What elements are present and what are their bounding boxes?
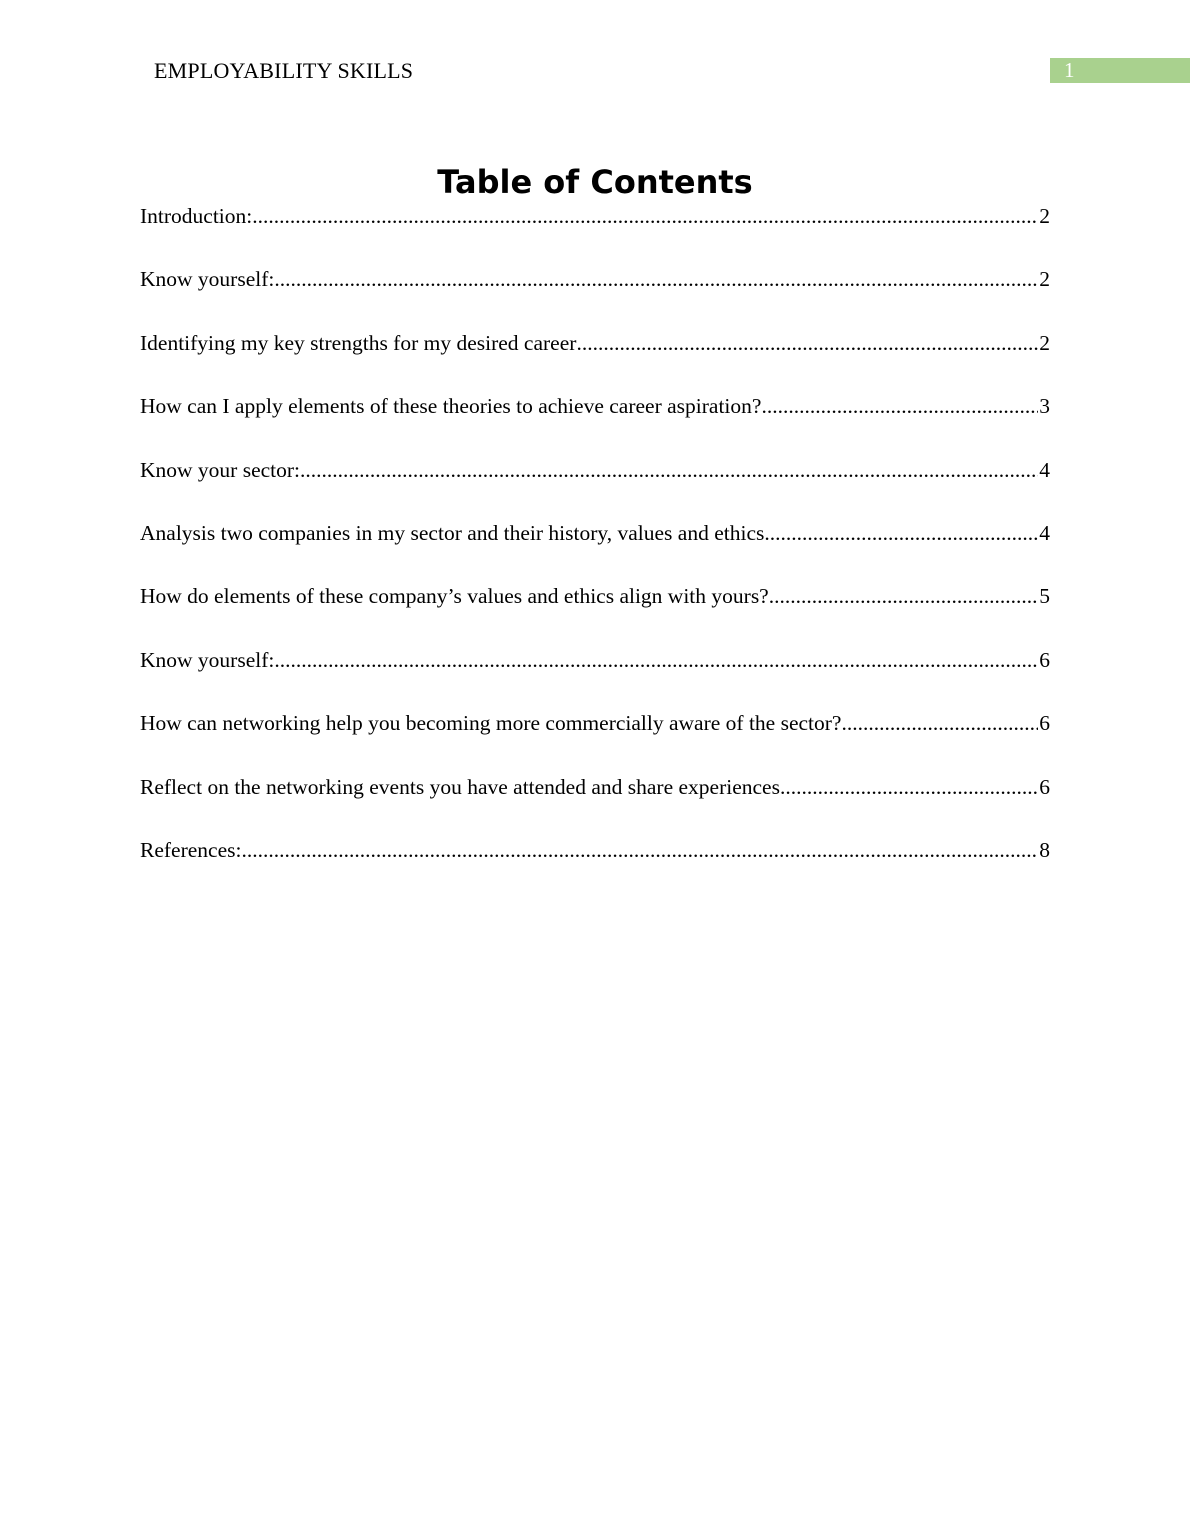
toc-entry-text: Know yourself: bbox=[140, 267, 275, 292]
toc-dot-leader bbox=[274, 264, 1038, 294]
toc-entry-text: Know yourself: bbox=[140, 647, 275, 672]
toc-entry-page: 4 bbox=[1039, 520, 1050, 545]
toc-entry-analysis-companies[interactable] bbox=[140, 518, 1050, 581]
toc-entry-references[interactable] bbox=[140, 835, 1050, 898]
toc-entry-text: Analysis two companies in my sector and their history, values and ethics bbox=[140, 520, 765, 545]
toc-dot-leader bbox=[761, 391, 1038, 421]
toc-entry-page: 2 bbox=[1039, 267, 1050, 292]
toc-entry-page: 2 bbox=[1039, 204, 1050, 228]
toc-entry-know-yourself-2[interactable] bbox=[140, 645, 1050, 708]
toc-entry-introduction[interactable] bbox=[140, 201, 1050, 264]
toc-entry-page: 8 bbox=[1039, 837, 1050, 862]
toc-entry-page: 5 bbox=[1039, 584, 1050, 609]
toc-entry-values-ethics[interactable] bbox=[140, 581, 1050, 644]
page-number: 1 bbox=[1064, 58, 1075, 82]
toc-list bbox=[140, 201, 1050, 898]
toc-entry-page: 6 bbox=[1039, 774, 1050, 799]
toc-dot-leader bbox=[769, 581, 1039, 611]
toc-dot-leader bbox=[780, 772, 1038, 802]
toc-dot-leader bbox=[252, 201, 1038, 231]
toc-entry-key-strengths[interactable] bbox=[140, 328, 1050, 391]
page-number-badge bbox=[1050, 58, 1190, 83]
toc-dot-leader bbox=[300, 455, 1038, 485]
header-title: EMPLOYABILITY SKILLS bbox=[154, 58, 414, 83]
toc-entry-text: How do elements of these company’s values and ethics align with yours? bbox=[140, 584, 769, 609]
toc-dot-leader bbox=[274, 645, 1038, 675]
toc-entry-page: 2 bbox=[1039, 330, 1050, 355]
toc-entry-networking[interactable] bbox=[140, 708, 1050, 771]
toc-entry-page: 4 bbox=[1039, 457, 1050, 482]
toc-dot-leader bbox=[576, 328, 1038, 358]
toc-dot-leader bbox=[841, 708, 1038, 738]
toc-entry-text: Introduction: bbox=[140, 204, 253, 228]
toc-entry-text: Identifying my key strengths for my desired career bbox=[140, 330, 577, 355]
toc-entry-text: Know your sector: bbox=[140, 457, 301, 482]
toc-entry-know-yourself[interactable] bbox=[140, 264, 1050, 327]
toc-entry-text: How can networking help you becoming more commercially aware of the sector? bbox=[140, 711, 842, 736]
toc-entry-page: 6 bbox=[1039, 711, 1050, 736]
toc-entry-networking-events[interactable] bbox=[140, 772, 1050, 835]
toc-entry-page: 3 bbox=[1039, 394, 1050, 419]
toc-entry-page: 6 bbox=[1039, 647, 1050, 672]
toc-entry-text: Reflect on the networking events you have attended and share experiences bbox=[140, 774, 780, 799]
toc-dot-leader bbox=[241, 835, 1038, 865]
toc-entry-text: References: bbox=[140, 837, 242, 862]
toc-entry-apply-theories[interactable] bbox=[140, 391, 1050, 454]
toc-dot-leader bbox=[764, 518, 1038, 548]
toc-heading: Table of Contents bbox=[437, 163, 753, 201]
toc-entry-know-your-sector[interactable] bbox=[140, 455, 1050, 518]
toc-entry-text: How can I apply elements of these theories to achieve career aspiration? bbox=[140, 394, 762, 419]
